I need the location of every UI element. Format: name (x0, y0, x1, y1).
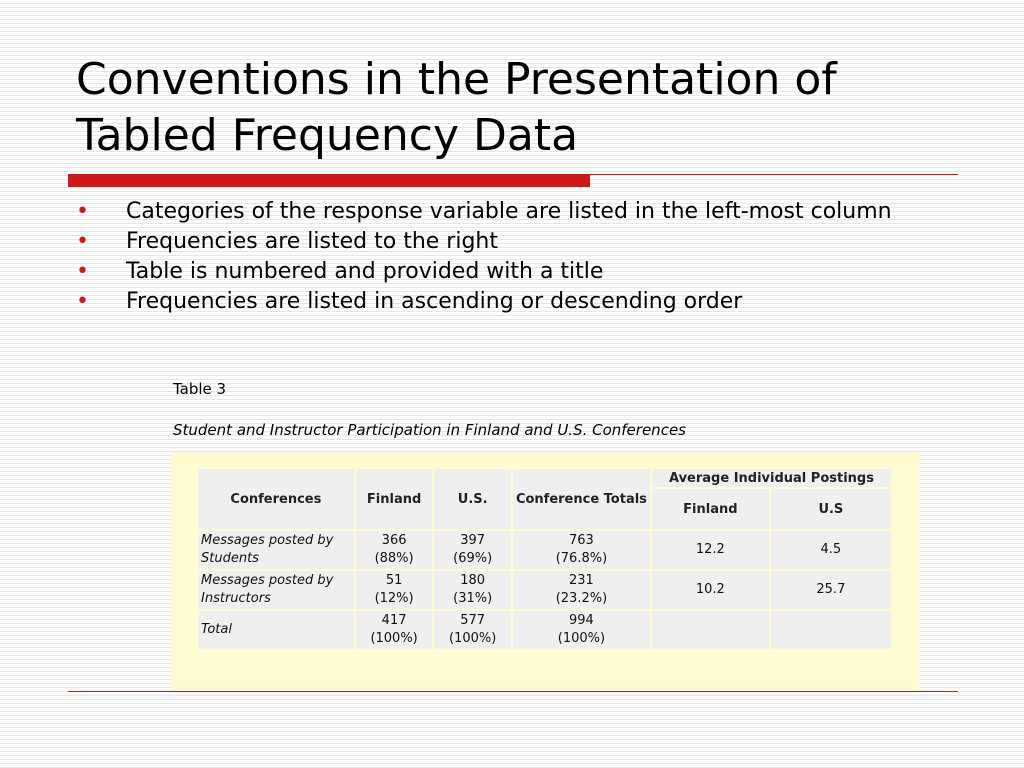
header-conference-totals: Conference Totals (513, 469, 650, 529)
cell-avg-us: 25.7 (771, 571, 891, 609)
title-divider-thick (68, 175, 590, 187)
table-header-row (198, 469, 891, 487)
cell-total: 994 (100%) (513, 611, 650, 649)
header-finland: Finland (356, 469, 433, 529)
table-row (198, 531, 891, 569)
cell-avg-finland: 12.2 (652, 531, 769, 569)
cell-finland: 51 (12%) (356, 571, 433, 609)
cell-us: 397 (69%) (434, 531, 511, 569)
header-avg-us: U.S (771, 489, 891, 529)
cell-avg-us: 4.5 (771, 531, 891, 569)
bullet-text: Categories of the response variable are listed in the left-most column (126, 199, 892, 224)
cell-us: 180 (31%) (434, 571, 511, 609)
bullet-item (76, 230, 956, 254)
bullet-text: Table is numbered and provided with a title (126, 259, 604, 284)
cell-finland: 417 (100%) (356, 611, 433, 649)
row-label: Total (198, 611, 354, 649)
header-average-postings: Average Individual Postings (652, 469, 891, 487)
table-caption: Student and Instructor Participation in Finland and U.S. Conferences (173, 421, 686, 439)
cell-total: 231 (23.2%) (513, 571, 650, 609)
header-avg-finland: Finland (652, 489, 769, 529)
bullet-icon: • (76, 199, 89, 224)
bullet-icon: • (76, 259, 89, 284)
bullet-item (76, 200, 956, 224)
cell-total: 763 (76.8%) (513, 531, 650, 569)
bullet-icon: • (76, 229, 89, 254)
footer-divider (68, 691, 958, 692)
table-row-total (198, 611, 891, 649)
slide-title-line-1: Conventions in the Presentation of (76, 54, 837, 105)
cell-us: 577 (100%) (434, 611, 511, 649)
header-us: U.S. (434, 469, 511, 529)
cell-avg-us (771, 611, 891, 649)
table-row (198, 571, 891, 609)
bullet-text: Frequencies are listed in ascending or descending order (126, 289, 743, 314)
cell-avg-finland: 10.2 (652, 571, 769, 609)
cell-avg-finland (652, 611, 769, 649)
slide-title-line-2: Tabled Frequency Data (76, 110, 579, 161)
bullet-list (76, 200, 956, 320)
bullet-text: Frequencies are listed to the right (126, 229, 498, 254)
bullet-item (76, 290, 956, 314)
bullet-icon: • (76, 289, 89, 314)
table-panel (171, 452, 919, 690)
row-label: Messages posted by Instructors (198, 571, 354, 609)
header-conferences: Conferences (198, 469, 354, 529)
table-number: Table 3 (173, 380, 227, 398)
title-divider (68, 174, 958, 188)
row-label: Messages posted by Students (198, 531, 354, 569)
slide-title (76, 52, 976, 164)
cell-finland: 366 (88%) (356, 531, 433, 569)
frequency-table (196, 467, 893, 651)
bullet-item (76, 260, 956, 284)
